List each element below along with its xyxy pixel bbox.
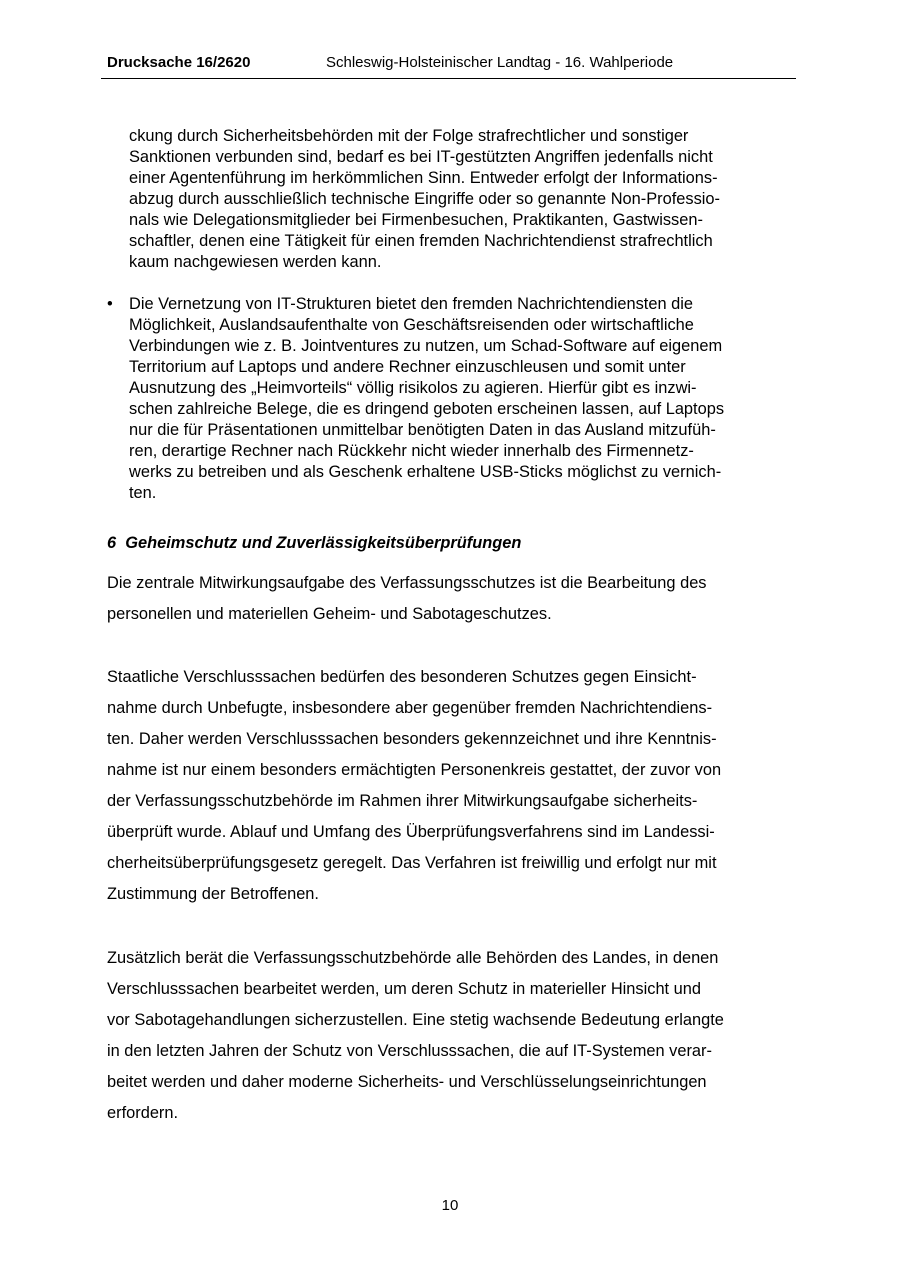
text-line: Die Vernetzung von IT-Strukturen bietet den fremden Nachrichtendiensten die (129, 295, 693, 313)
text-line: Staatliche Verschlusssachen bedürfen des besonderen Schutzes gegen Einsicht- (107, 668, 697, 686)
text-line: kaum nachgewiesen werden kann. (129, 253, 382, 271)
bullet-marker: • (107, 295, 113, 313)
parliament-title: Schleswig-Holsteinischer Landtag - 16. Wahlperiode (326, 54, 674, 71)
text-line: Zustimmung der Betroffenen. (107, 885, 319, 903)
text-line: in den letzten Jahren der Schutz von Verschlusssachen, die auf IT-Systemen verar- (107, 1042, 712, 1060)
text-line: cherheitsüberprüfungsgesetz geregelt. Das Verfahren ist freiwillig und erfolgt nur mit (107, 854, 717, 872)
text-line: ckung durch Sicherheitsbehörden mit der Folge strafrechtlicher und sonstiger (129, 127, 689, 145)
bullet-text (129, 294, 791, 504)
text-line: abzug durch ausschließlich technische Eingriffe oder so genannte Non-Professio- (129, 190, 721, 208)
text-line: nahme ist nur einem besonders ermächtigten Personenkreis gestattet, der zuvor von (107, 761, 722, 779)
text-line: ren, derartige Rechner nach Rückkehr nicht wieder innerhalb des Firmennetz- (129, 442, 694, 460)
text-line: Sanktionen verbunden sind, bedarf es bei IT-gestützten Angriffen jedenfalls nicht (129, 148, 713, 166)
text-line: vor Sabotagehandlungen sicherzustellen. Eine stetig wachsende Bedeutung erlangte (107, 1011, 724, 1029)
text-line: werks zu betreiben und als Geschenk erhaltene USB-Sticks möglichst zu vernich- (129, 463, 722, 481)
text-line: Verbindungen wie z. B. Jointventures zu nutzen, um Schad-Software auf eigenem (129, 337, 723, 355)
text-line: Möglichkeit, Auslandsaufenthalte von Geschäftsreisenden oder wirtschaftliche (129, 316, 694, 334)
text-line: erfordern. (107, 1104, 179, 1122)
section-heading: 6 Geheimschutz und Zuverlässigkeitsüberprüfungen (107, 534, 522, 552)
text-line: ten. (129, 484, 157, 502)
text-line: überprüft wurde. Ablauf und Umfang des Überprüfungsverfahrens sind im Landessi- (107, 823, 715, 841)
document-number: Drucksache 16/2620 (107, 54, 251, 71)
text-line: beitet werden und daher moderne Sicherheits- und Verschlüsselungseinrichtungen (107, 1073, 707, 1091)
text-line: schen zahlreiche Belege, die es dringend geboten erscheinen lassen, auf Laptops (129, 400, 725, 418)
text-line: schaftler, denen eine Tätigkeit für einen fremden Nachrichtendienst strafrechtlich (129, 232, 713, 250)
text-line: ten. Daher werden Verschlusssachen besonders gekennzeichnet und ihre Kenntnis- (107, 730, 717, 748)
text-line: der Verfassungsschutzbehörde im Rahmen ihrer Mitwirkungsaufgabe sicherheits- (107, 792, 698, 810)
text-line: Zusätzlich berät die Verfassungsschutzbehörde alle Behörden des Landes, in denen (107, 949, 719, 967)
text-line: Verschlusssachen bearbeitet werden, um deren Schutz in materieller Hinsicht und (107, 980, 702, 998)
continued-paragraph (129, 126, 789, 273)
text-line: Ausnutzung des „Heimvorteils“ völlig risikolos zu agieren. Hierfür gibt es inzwi- (129, 379, 697, 397)
text-line: nur die für Präsentationen unmittelbar benötigten Daten in das Ausland mitzufüh- (129, 421, 716, 439)
text-line: personellen und materiellen Geheim- und Sabotageschutzes. (107, 605, 552, 623)
text-line: nahme durch Unbefugte, insbesondere aber gegenüber fremden Nachrichtendiens- (107, 699, 713, 717)
text-line: Territorium auf Laptops und andere Rechner einzuschleusen und somit unter (129, 358, 686, 376)
text-line: nals wie Delegationsmitglieder bei Firmenbesuchen, Praktikanten, Gastwissen- (129, 211, 703, 229)
text-line: einer Agentenführung im herkömmlichen Sinn. Entweder erfolgt der Informations- (129, 169, 718, 187)
page-number: 10 (441, 1197, 459, 1214)
page-header (101, 52, 796, 79)
paragraph (107, 662, 797, 910)
paragraph (107, 943, 797, 1129)
paragraph (107, 568, 797, 630)
text-line: Die zentrale Mitwirkungsaufgabe des Verfassungsschutzes ist die Bearbeitung des (107, 574, 707, 592)
